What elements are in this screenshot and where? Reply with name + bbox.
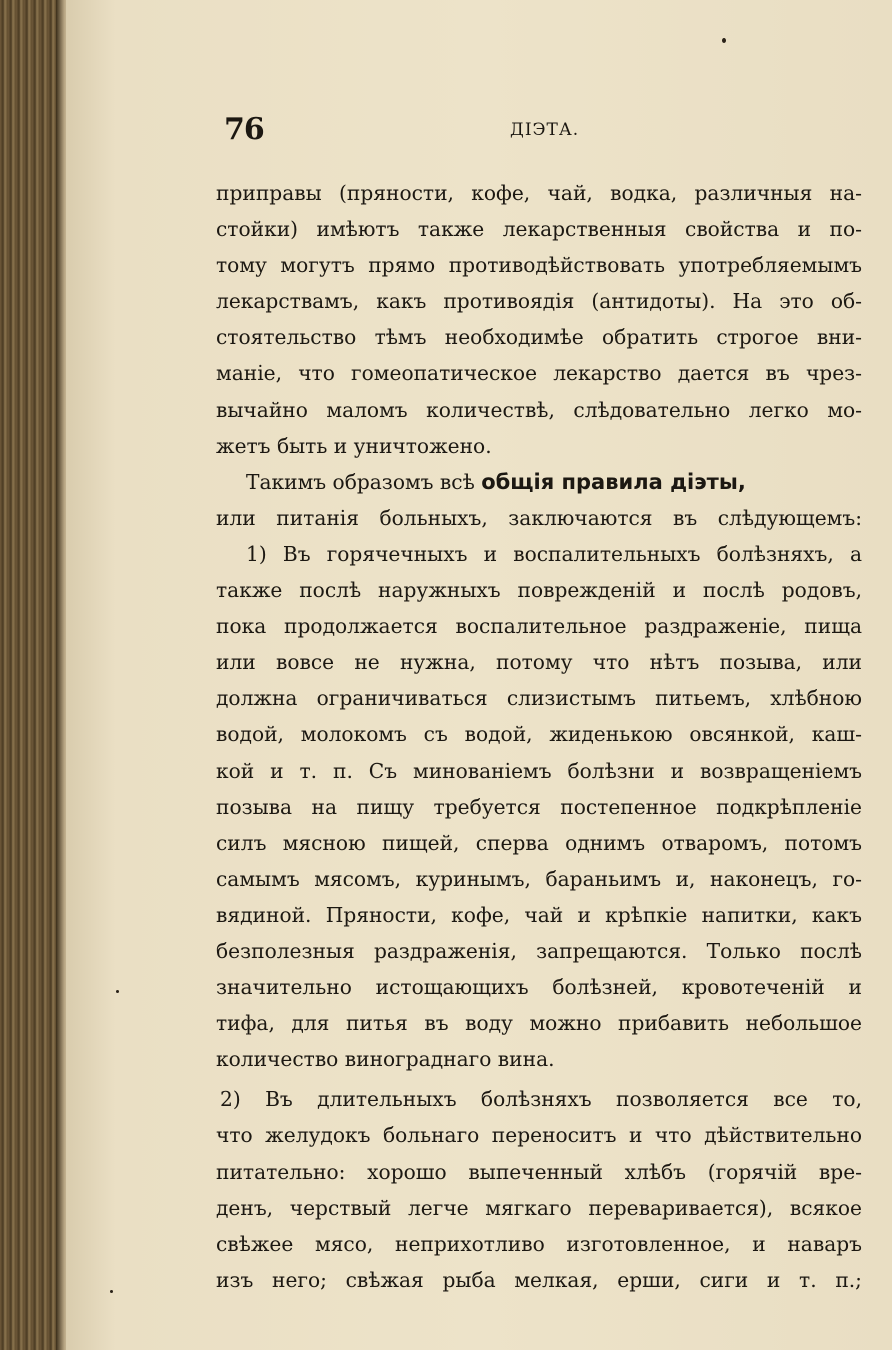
text-line: маніе, что гомеопатическое лекарство дается въ чрез- [216,361,862,386]
running-title: ДІЭТА. [510,120,580,140]
text-line: безполезныя раздраженія, запрещаются. Только послѣ [216,938,862,963]
paragraph-1 [216,175,862,464]
text-line: должна ограничиваться слизистымъ питьемъ, хлѣбною [216,686,862,711]
text-line: приправы (пряности, кофе, чай, водка, различныя на- [216,181,862,205]
text-line: тифа, для питья въ воду можно прибавить небольшое [216,1011,862,1036]
text-line: тому могутъ прямо противодѣйствовать употребляемымъ [216,253,862,278]
text-line: значительно истощающихъ болѣзней, кровотеченій и [216,975,862,1000]
emphasized-phrase: общія правила діэты, [481,469,746,494]
text-run: Такимъ образомъ всѣ [246,469,482,494]
text-line: свѣжее мясо, неприхотливо изготовленное, и наваръ [216,1231,862,1256]
page-number: 76 [224,112,264,147]
text-line: пока продолжается воспалительное раздраженіе, пища [216,614,862,639]
text-line: 2) Въ длительныхъ болѣзняхъ позволяется все то, [220,1087,862,1112]
list-item-1 [216,536,862,1077]
text-line: вядиной. Пряности, кофе, чай и крѣпкіе напитки, какъ [216,902,862,927]
paragraph-2 [216,464,862,536]
text-line: кой и т. п. Съ минованіемъ болѣзни и возвращеніемъ [216,758,862,783]
text-line: самымъ мясомъ, куринымъ, бараньимъ и, наконецъ, го- [216,866,862,891]
ink-speck [722,38,726,43]
text-line: водой, молокомъ съ водой, жиденькою овсянкой, каш- [216,722,862,747]
text-line: что желудокъ больнаго переноситъ и что дѣйствительно [216,1123,862,1148]
text-line: позыва на пищу требуется постепенное подкрѣпленіе [216,794,862,819]
text-line [216,464,862,500]
page-header [224,112,864,148]
text-line: жетъ быть и уничтожено. [216,433,492,458]
text-line: 1) Въ горячечныхъ и воспалительныхъ болѣзняхъ, а [246,541,862,566]
text-line: стойки) имѣютъ также лекарственныя свойства и по- [216,217,862,242]
ink-speck [110,1290,113,1293]
text-line: стоятельство тѣмъ необходимѣе обратить строгое вни- [216,325,862,350]
text-line: лекарствамъ, какъ противоядія (антидоты). На это об- [216,289,862,314]
text-line: или вовсе не нужна, потому что нѣтъ позыва, или [216,650,862,675]
text-line: питательно: хорошо выпеченный хлѣбъ (горячій вре- [216,1159,862,1184]
text-line: также послѣ наружныхъ поврежденій и послѣ родовъ, [216,578,862,603]
ink-speck [116,990,119,993]
text-line: вычайно маломъ количествѣ, слѣдовательно легко мо- [216,397,862,422]
list-item-2 [216,1081,862,1298]
text-line: изъ него; свѣжая рыба мелкая, ерши, сиги и т. п.; [216,1267,862,1292]
page-body [216,175,862,1298]
text-line: силъ мясною пищей, сперва однимъ отваромъ, потомъ [216,830,862,855]
text-line: денъ, черствый легче мягкаго переваривается), всякое [216,1195,862,1220]
book-spine [0,0,64,1350]
text-line: или питанія больныхъ, заключаются въ слѣдующемъ: [216,505,862,530]
text-line: количество винограднаго вина. [216,1047,555,1072]
